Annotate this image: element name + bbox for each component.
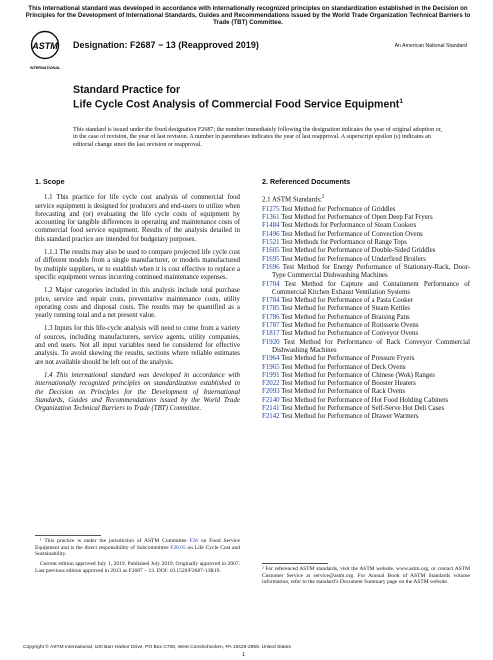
reference-item [262, 364, 470, 372]
reference-item [262, 372, 470, 380]
referenced-documents-section [262, 178, 470, 422]
reference-code-link[interactable]: F2093 [262, 388, 280, 396]
reference-title: Test Methods for Performance of Steam Cookers [279, 222, 417, 230]
reference-item [262, 247, 470, 255]
reference-code-link[interactable]: F2140 [262, 396, 280, 404]
reference-item [262, 222, 470, 230]
reference-item [262, 380, 470, 388]
reference-code-link[interactable]: F1787 [262, 322, 280, 330]
reference-list [262, 206, 470, 422]
reference-item [262, 231, 470, 239]
reference-code-link[interactable]: F2022 [262, 380, 280, 388]
reference-code-link[interactable]: F1521 [262, 239, 280, 247]
reference-title: Test Method for Performance of Hot Food Holding Cabinets [279, 396, 449, 404]
references-heading: 2. Referenced Documents [262, 177, 351, 186]
references-intro: 2.1 ASTM Standards:$^2$ [262, 195, 325, 204]
paragraph-1-1-1: 1.1.1 The results may also be used to compare projected life cycle cost of different models from a single manufacturer, or models manufactured by multiple suppliers, or to establish when it is cost effective to replace a specific equipment versus incurring continued maintenance expenses. [35, 249, 240, 281]
reference-title: Test Method for Performance of Deck Ovens [279, 363, 406, 371]
footnote-rule-right [262, 563, 328, 564]
reference-title: Test Method for Performance of Rack Conveyor Commercial Dishwashing Machines [272, 338, 470, 354]
reference-item [262, 330, 470, 338]
paragraph-1-2: 1.2 Major categories included in this analysis include total purchase price, service and repair costs, preventative maintenance costs, utility operating costs and disposal costs. The results may be quantified as a yearly running total and a net present value. [35, 287, 240, 320]
footnote-1-paragraph-1: ¹ This practice is under the jurisdiction of ASTM Committee F26 on Food Service Equipment and is the direct responsibility of Subcommittee F26.05 on Life Cycle Cost and Sustainability. [35, 538, 240, 558]
reference-title: Test Method for Performance of Open Deep Fat Fryers [279, 214, 433, 222]
reference-title: Test Method for Capture and Containment Performance of Commercial Kitchen Exhaust Ventilation Systems [272, 280, 470, 296]
reference-code-link[interactable]: F1784 [262, 297, 280, 305]
reference-item [262, 322, 470, 330]
reference-code-link[interactable]: F2142 [262, 413, 280, 421]
reference-code-link[interactable]: F2141 [262, 405, 280, 413]
reference-code-link[interactable]: F1605 [262, 247, 280, 255]
reference-item [262, 281, 470, 298]
issuance-statement: This standard is issued under the fixed designation F2687; the number immediately following the designation indicates the year of original adoption or, in the case of revision, the year of last revision. A number in parentheses indicates the year of last reapproval. A superscript epsilon (ε) indicates an editorial change since the last revision or reapproval. [73, 127, 443, 148]
reference-title: Test Method for Performance of Braising Pans [279, 313, 410, 321]
copyright-notice: Copyright © ASTM International, 100 Barr Harbor Drive, PO Box C700, West Conshohocken, PA 19428-2959. United States [23, 645, 291, 650]
reference-item [262, 314, 470, 322]
reference-item [262, 305, 470, 313]
reference-item [262, 214, 470, 222]
document-title [73, 84, 433, 111]
reference-code-link[interactable]: F1786 [262, 313, 280, 321]
reference-code-link[interactable]: F1817 [262, 330, 280, 338]
reference-item [262, 397, 470, 405]
reference-title: Test Method for Performance of Steam Kettles [279, 305, 411, 313]
reference-item [262, 264, 470, 281]
reference-title: Test Method for Performance of a Pasta Cooker [279, 297, 413, 305]
reference-item [262, 388, 470, 396]
references-footnote-marker: 2 [321, 195, 325, 201]
footnote-1-paragraph-2: Current edition approved July 1, 2019. Published July 2019. Originally approved in 2007. Last previous edition approved in 2013 as F2687 − 13. DOI: 10.1520/F2687-13R19. [35, 561, 240, 574]
reference-title: Test Method for Performance of Rotisserie Ovens [279, 322, 419, 330]
reference-code-link[interactable]: F1484 [262, 222, 280, 230]
title-line-1: Standard Practice for [73, 84, 181, 96]
reference-title: Test Method for Performance of Booster Heaters [279, 380, 416, 388]
scope-heading: 1. Scope [35, 177, 65, 186]
reference-code-link[interactable]: F1275 [262, 205, 280, 213]
reference-item [262, 339, 470, 356]
reference-item [262, 355, 470, 363]
reference-title: Test Method for Performance of Drawer Warmers [279, 413, 419, 421]
reference-code-link[interactable]: F1920 [262, 338, 280, 346]
reference-title: Test Method for Performance of Convection Ovens [279, 230, 423, 238]
scope-section [35, 178, 240, 418]
title-footnote-marker: 1 [399, 98, 403, 106]
paragraph-1-3: 1.3 Inputs for this life-cycle analysis will need to come from a variety of sources, including manufacturers, service agents, utility companies, and end users. Not all input variables need be considered for effective analysis. To avoid skewing the results, sections where reliable estimates are not available should be left out of the analysis. [35, 325, 240, 366]
reference-title: Test Method for Performance of Griddles [279, 205, 396, 213]
paragraph-1-1: 1.1 This practice for life cycle cost analysis of commercial food service equipment is designed for producers and end-users to utilize when forecasting and (or) evaluating the life cycle costs of equipment by accounting for tangible differences in operating and maintenance costs of commercial food service equipment. Results of the analysis detailed in this standard practice are intended for budgetary purposes. [35, 194, 240, 243]
american-national-standard-label: An American National Standard [394, 43, 467, 49]
reference-title: Test Method for Performance of Pressure Fryers [279, 355, 415, 363]
paragraph-1-4: 1.4 This international standard was developed in accordance with internationally recognized principles on standardization established in the Decision on Principles for the Development of International Standards, Guides and Recommendations issued by the World Trade Organization Technical Barriers to Trade (TBT) Committee. [35, 371, 240, 413]
reference-code-link[interactable]: F1991 [262, 371, 280, 379]
reference-item [262, 256, 470, 264]
reference-title: Test Method for Performance of Chinese (Wok) Ranges [279, 371, 435, 379]
logo-label: INTERNATIONAL [30, 66, 60, 70]
reference-code-link[interactable]: F1696 [262, 263, 280, 271]
reference-item [262, 297, 470, 305]
reference-code-link[interactable]: F1704 [262, 280, 280, 288]
reference-title: Test Method for Performance of Self-Serve Hot Deli Cases [279, 405, 445, 413]
svg-text:ASTM: ASTM [32, 41, 58, 51]
reference-title: Test Method for Performance of Underfired Broilers [279, 255, 426, 263]
reference-title: Test Method for Performance of Double-Sided Griddles [279, 247, 436, 255]
footnote-rule-left [35, 535, 101, 536]
footnote-1 [35, 538, 240, 578]
reference-item [262, 206, 470, 214]
reference-code-link[interactable]: F1964 [262, 355, 280, 363]
title-line-2: Life Cycle Cost Analysis of Commercial Food Service Equipment$^1$ [73, 98, 403, 111]
reference-code-link[interactable]: F1965 [262, 363, 280, 371]
subcommittee-f26-05-link[interactable]: F26.05 [170, 544, 186, 551]
reference-title: Test Methods for Performance of Range Tops [279, 239, 407, 247]
reference-code-link[interactable]: F1496 [262, 230, 280, 238]
reference-code-link[interactable]: F1785 [262, 305, 280, 313]
designation: Designation: F2687 − 13 (Reapproved 2019) [73, 40, 259, 50]
page-number: 1 [242, 652, 246, 658]
committee-f26-link[interactable]: F26 [189, 538, 199, 544]
reference-title: Test Method for Performance of Rack Ovens [279, 388, 406, 396]
reference-code-link[interactable]: F1695 [262, 255, 280, 263]
reference-item [262, 413, 470, 421]
reference-title: Test Method for Energy Performance of Stationary-Rack, Door-Type Commercial Dishwashing Machines [272, 263, 470, 280]
tbt-notice: This international standard was developed in accordance with internationally recognized principles on standardization established in the Decision on Principles for the Development of International Standards, Guides and Recommendations issued by the World Trade Organization Technical Barriers to Trade (TBT) Committee. [25, 5, 471, 27]
reference-code-link[interactable]: F1361 [262, 214, 280, 222]
reference-item [262, 239, 470, 247]
astm-logo [30, 30, 60, 72]
reference-item [262, 405, 470, 413]
reference-title: Test Method for Performance of Conveyor Ovens [279, 330, 419, 338]
footnote-2: ² For referenced ASTM standards, visit the ASTM website, www.astm.org, or contact ASTM Customer Service at service@astm.org. For Annual Book of ASTM Standards volume information, refer to the standard’s Document Summary page on the ASTM website. [262, 566, 470, 586]
